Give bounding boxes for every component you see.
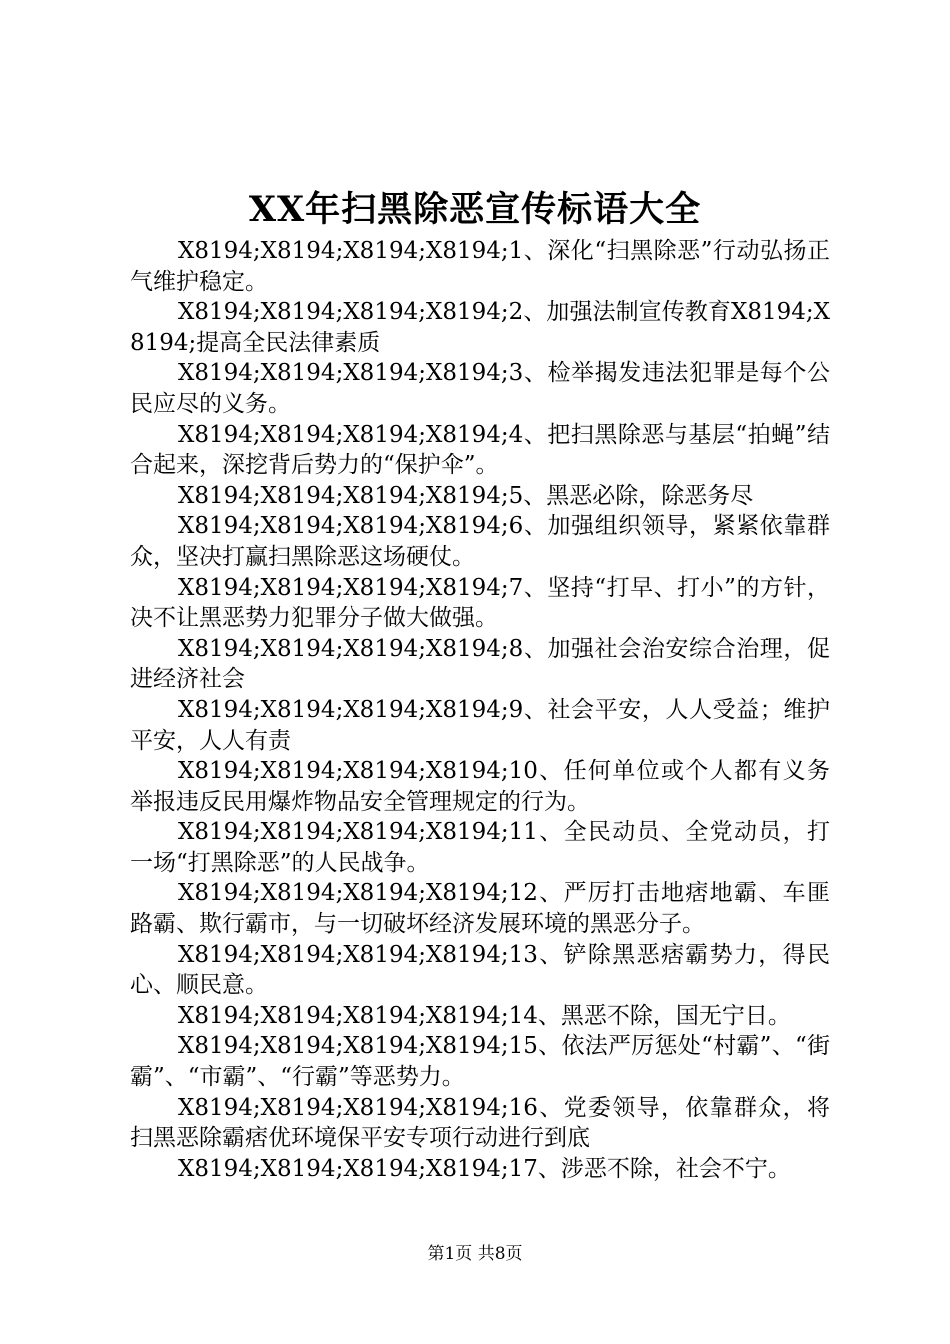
document-body bbox=[130, 236, 830, 1184]
slogan-paragraph-5: X8194;X8194;X8194;X8194;5、黑恶必除，除恶务尽 bbox=[178, 482, 754, 509]
slogan-paragraph-14: X8194;X8194;X8194;X8194;14、黑恶不除，国无宁日。 bbox=[178, 1002, 791, 1029]
slogan-paragraph-6: X8194;X8194;X8194;X8194;6、加强组织领导，紧紧依靠群众，坚决打赢扫黑除恶这场硬仗。 bbox=[130, 513, 830, 570]
slogan-paragraph-8: X8194;X8194;X8194;X8194;8、加强社会治安综合治理，促进经济社会 bbox=[130, 635, 830, 693]
document-title: XX年扫黑除恶宣传标语大全 bbox=[248, 189, 702, 230]
slogan-paragraph-9: X8194;X8194;X8194;X8194;9、社会平安，人人受益；维护平安，人人有责 bbox=[130, 696, 830, 754]
slogan-paragraph-17: X8194;X8194;X8194;X8194;17、涉恶不除，社会不宁。 bbox=[178, 1155, 791, 1182]
slogan-paragraph-12: X8194;X8194;X8194;X8194;12、严厉打击地痞地霸、车匪路霸、欺行霸市，与一切破坏经济发展环境的黑恶分子。 bbox=[130, 880, 830, 938]
slogan-paragraph-1: X8194;X8194;X8194;X8194;1、深化“扫黑除恶”行动弘扬正气维护稳定。 bbox=[130, 238, 830, 295]
slogan-paragraph-16: X8194;X8194;X8194;X8194;16、党委领导，依靠群众，将扫黑恶除霸痞优环境保平安专项行动进行到底 bbox=[130, 1094, 830, 1152]
page-footer: 第1页 共8页 bbox=[427, 1244, 523, 1264]
slogan-paragraph-13: X8194;X8194;X8194;X8194;13、铲除黑恶痞霸势力，得民心、顺民意。 bbox=[130, 941, 830, 999]
slogan-paragraph-4: X8194;X8194;X8194;X8194;4、把扫黑除恶与基层“拍蝇”结合起来，深挖背后势力的“保护伞”。 bbox=[130, 421, 830, 479]
slogan-paragraph-10: X8194;X8194;X8194;X8194;10、任何单位或个人都有义务举报违反民用爆炸物品安全管理规定的行为。 bbox=[130, 758, 830, 815]
slogan-paragraph-15: X8194;X8194;X8194;X8194;15、依法严厉惩处“村霸”、“街霸”、“市霸”、“行霸”等恶势力。 bbox=[130, 1033, 830, 1091]
slogan-paragraph-2: X8194;X8194;X8194;X8194;2、加强法制宣传教育X8194;X8194;提高全民法律素质 bbox=[130, 299, 830, 356]
slogan-paragraph-11: X8194;X8194;X8194;X8194;11、全民动员、全党动员，打一场“打黑除恶”的人民战争。 bbox=[130, 819, 830, 876]
slogan-paragraph-7: X8194;X8194;X8194;X8194;7、坚持“打早、打小”的方针，决不让黑恶势力犯罪分子做大做强。 bbox=[130, 574, 830, 632]
slogan-paragraph-3: X8194;X8194;X8194;X8194;3、检举揭发违法犯罪是每个公民应尽的义务。 bbox=[130, 360, 830, 417]
